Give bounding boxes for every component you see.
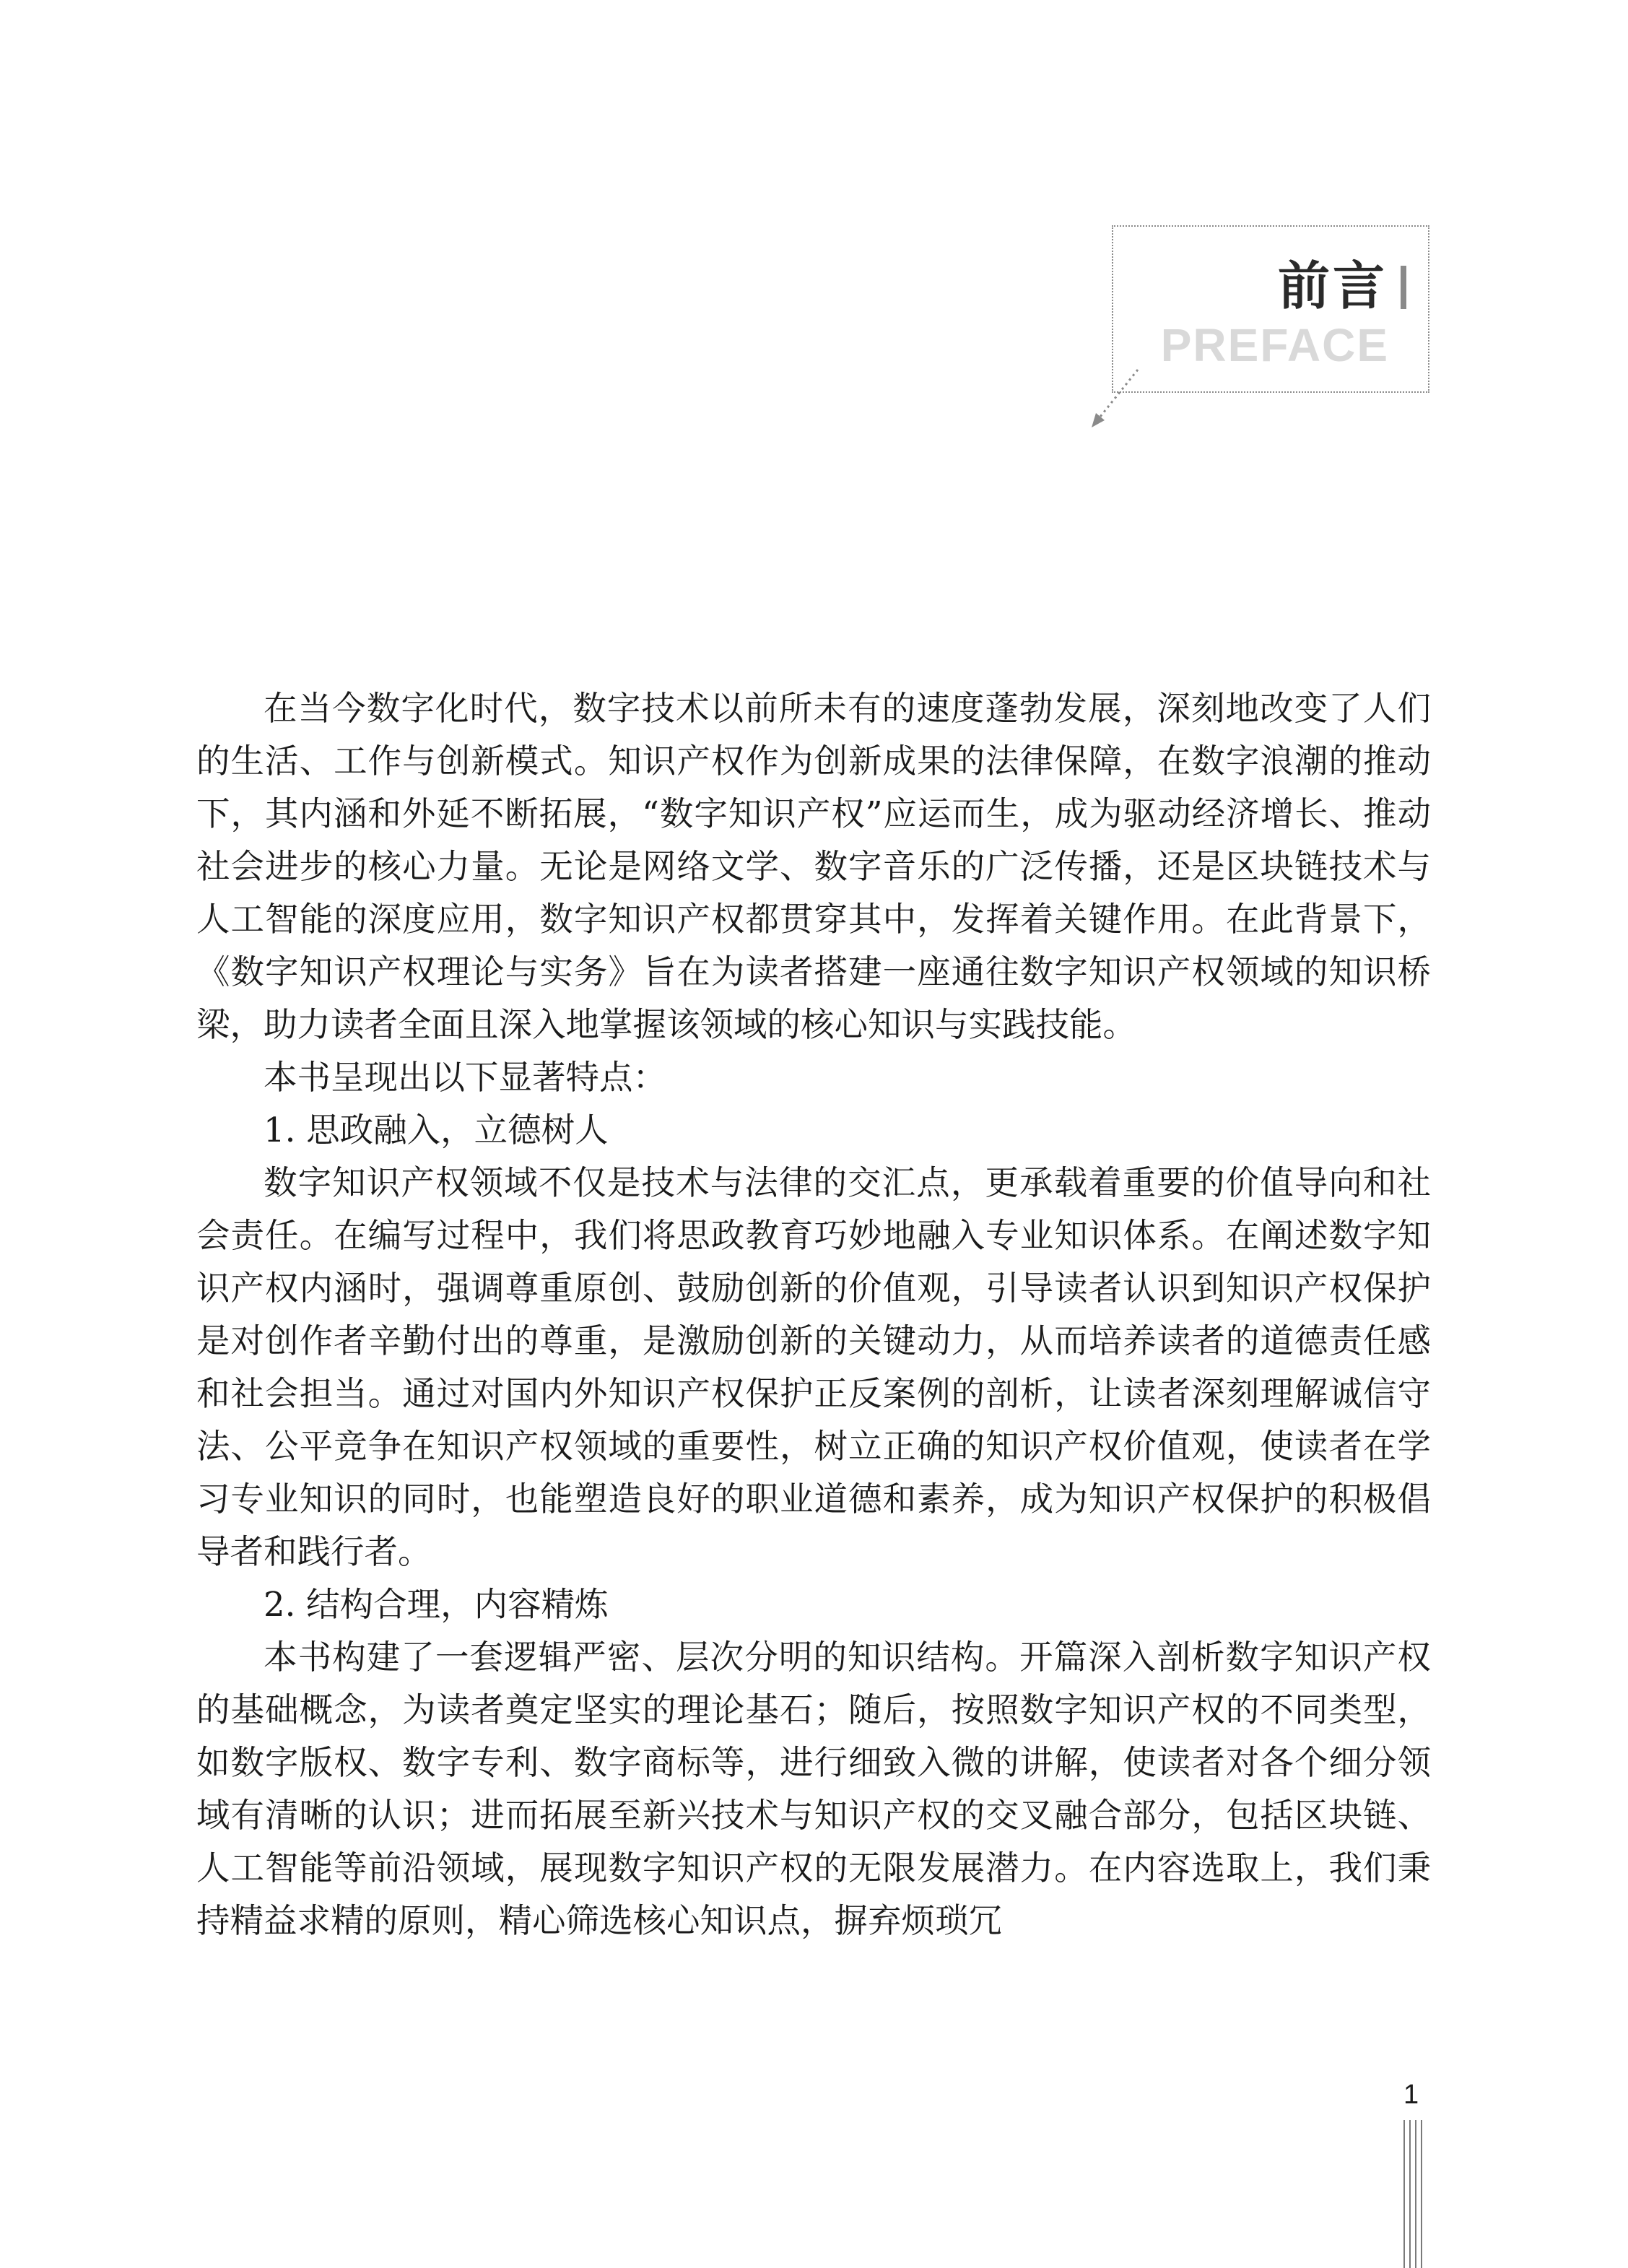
paragraph-section-2: 本书构建了一套逻辑严密、层次分明的知识结构。开篇深入剖析数字知识产权的基础概念，为读者奠定坚实的理论基石；随后，按照数字知识产权的不同类型，如数字版权、数字专利、数字商标等，进行细致入微的讲解，使读者对各个细分领域有清晰的认识；进而拓展至新兴技术与知识产权的交叉融合部分，包括区块链、人工智能等前沿领域，展现数字知识产权的无限发展潜力。在内容选取上，我们秉持精益求精的原则，精心筛选核心知识点，摒弃烦琐冗	[196, 1638, 1431, 1940]
page-title: 前言	[1277, 256, 1388, 316]
section-heading-1: 1. 思政融入，立德树人	[264, 1111, 609, 1150]
paragraph-section-1: 数字知识产权领域不仅是技术与法律的交汇点，更承载着重要的价值导向和社会责任。在编写过程中，我们将思政教育巧妙地融入专业知识体系。在阐述数字知识产权内涵时，强调尊重原创、鼓励创新的价值观，引导读者认识到知识产权保护是对创作者辛勤付出的尊重，是激励创新的关键动力，从而培养读者的道德责任感和社会担当。通过对国内外知识产权保护正反案例的剖析，让读者深刻理解诚信守法、公平竞争在知识产权领域的重要性，树立正确的知识产权价值观，使读者在学习专业知识的同时，也能塑造良好的职业道德和素养，成为知识产权保护的积极倡导者和践行者。	[196, 1163, 1431, 1571]
body-text	[196, 682, 1431, 1947]
section-heading-2: 2. 结构合理，内容精炼	[264, 1585, 609, 1624]
page-edge-lines	[1403, 2120, 1424, 2268]
paragraph-intro: 在当今数字化时代，数字技术以前所未有的速度蓬勃发展，深刻地改变了人们的生活、工作与创新模式。知识产权作为创新成果的法律保障，在数字浪潮的推动下，其内涵和外延不断拓展，“数字知识产权”应运而生，成为驱动经济增长、推动社会进步的核心力量。无论是网络文学、数字音乐的广泛传播，还是区块链技术与人工智能的深度应用，数字知识产权都贯穿其中，发挥着关键作用。在此背景下，《数字知识产权理论与实务》旨在为读者搭建一座通往数字知识产权领域的知识桥梁，助力读者全面且深入地掌握该领域的核心知识与实践技能。	[196, 689, 1431, 1044]
dotted-arrow-icon	[1087, 365, 1145, 430]
paragraph-features-lead: 本书呈现出以下显著特点：	[264, 1058, 666, 1097]
header-accent-bar	[1401, 266, 1406, 309]
page-number: 1	[1403, 2080, 1419, 2110]
page-subtitle: PREFACE	[1160, 319, 1389, 371]
preface-header-box	[1112, 225, 1429, 393]
